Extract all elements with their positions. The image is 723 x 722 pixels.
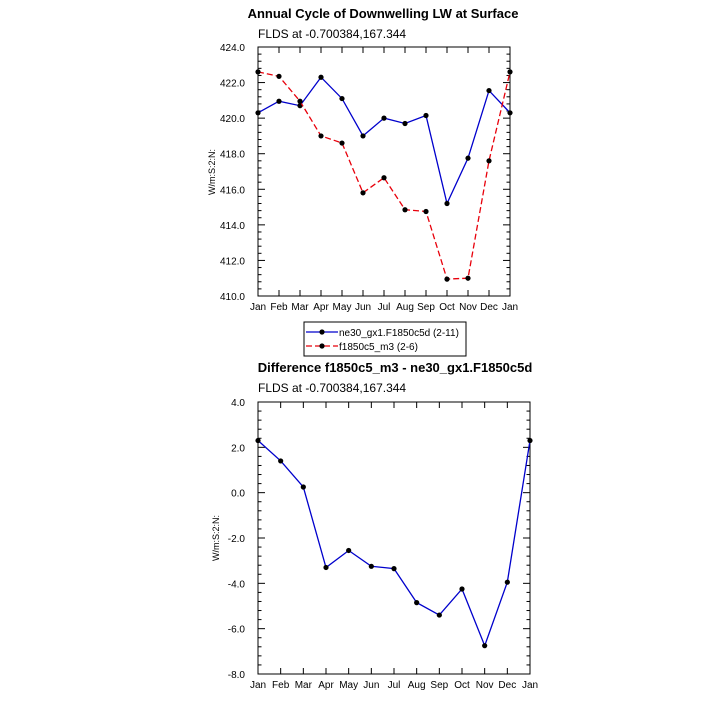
- chart-top-series-2-point: [486, 158, 491, 163]
- chart-top-legend: [304, 322, 466, 356]
- chart-bottom-series: [255, 438, 532, 648]
- chart-top-series-2-point: [255, 69, 260, 74]
- chart-bottom-series-1-point: [278, 458, 283, 463]
- chart-bottom-ticks: [228, 398, 538, 691]
- chart-top: [207, 6, 518, 356]
- chart-top-series-1-point: [339, 96, 344, 101]
- y-tick-label: 410.0: [219, 292, 245, 303]
- chart-bottom: [211, 360, 538, 691]
- x-tick-label: Mar: [291, 302, 309, 313]
- chart-top-series-2-point: [444, 277, 449, 282]
- x-tick-label: May: [332, 302, 352, 313]
- chart-top-series-2-point: [507, 69, 512, 74]
- x-tick-label: Jun: [363, 680, 380, 691]
- y-tick-label: -4.0: [227, 579, 245, 591]
- chart-bottom-title: Difference f1850c5_m3 - ne30_gx1.F1850c5d: [257, 360, 533, 375]
- y-tick-label: 4.0: [231, 398, 245, 409]
- chart-top-series-1-point: [381, 116, 386, 121]
- chart-bottom-series-1-point: [255, 438, 260, 443]
- x-tick-label: Jul: [387, 680, 401, 691]
- x-tick-label: Jan: [521, 680, 539, 691]
- y-tick-label: 418.0: [219, 149, 245, 161]
- chart-top-series-1-point: [255, 110, 260, 115]
- legend-marker-series-2: [319, 343, 324, 348]
- x-tick-label: May: [339, 680, 359, 691]
- x-tick-label: Dec: [498, 680, 517, 691]
- chart-bottom-series-1-point: [323, 565, 328, 570]
- y-tick-label: 2.0: [231, 443, 245, 455]
- chart-bottom-series-1-point: [369, 564, 374, 569]
- x-tick-label: Sep: [417, 302, 435, 313]
- chart-top-series-2-point: [318, 133, 323, 138]
- y-tick-label: 422.0: [219, 78, 245, 90]
- chart-top-title: Annual Cycle of Downwelling LW at Surface: [247, 6, 519, 21]
- chart-top-series-2-point: [297, 99, 302, 104]
- legend-label-series-1: ne30_gx1.F1850c5d (2-11): [339, 328, 459, 339]
- y-tick-label: 414.0: [219, 220, 245, 232]
- chart-bottom-series-1-point: [391, 566, 396, 571]
- chart-top-series: [255, 69, 512, 281]
- x-tick-label: Jun: [354, 302, 372, 313]
- chart-top-plot-frame: [258, 47, 510, 296]
- chart-top-series-1-point: [423, 113, 428, 118]
- chart-bottom-series-line-1: [258, 441, 530, 646]
- x-tick-label: Dec: [480, 302, 498, 313]
- x-tick-label: Jan: [249, 680, 267, 691]
- x-tick-label: Apr: [318, 680, 334, 691]
- chart-top-series-1-point: [486, 88, 491, 93]
- x-tick-label: Oct: [454, 680, 470, 691]
- y-tick-label: -2.0: [227, 534, 245, 545]
- chart-bottom-subtitle: FLDS at -0.700384,167.344: [258, 381, 407, 395]
- y-tick-label: 0.0: [231, 488, 245, 500]
- chart-bottom-series-1-point: [437, 612, 442, 617]
- chart-top-series-2-point: [402, 207, 407, 212]
- x-tick-label: Apr: [313, 302, 329, 313]
- chart-bottom-series-1-point: [301, 484, 306, 489]
- y-tick-label: -8.0: [227, 670, 245, 681]
- x-tick-label: Feb: [272, 680, 290, 691]
- y-tick-label: 424.0: [219, 43, 245, 54]
- y-tick-label: 412.0: [219, 256, 245, 268]
- chart-top-series-1-point: [444, 201, 449, 206]
- x-tick-label: Sep: [430, 680, 449, 691]
- chart-top-series-1-point: [465, 156, 470, 161]
- chart-top-series-1-point: [507, 110, 512, 115]
- x-tick-label: Jan: [501, 302, 519, 313]
- y-tick-label: 420.0: [219, 114, 245, 126]
- chart-bottom-series-1-point: [414, 600, 419, 605]
- chart-top-series-2-point: [381, 175, 386, 180]
- chart-bottom-series-1-point: [505, 580, 510, 585]
- x-tick-label: Jan: [249, 302, 267, 313]
- x-tick-label: Nov: [475, 680, 494, 691]
- chart-top-series-2-point: [360, 190, 365, 195]
- chart-bottom-series-1-point: [346, 548, 351, 553]
- chart-top-series-2-point: [276, 74, 281, 79]
- chart-top-series-1-point: [318, 75, 323, 80]
- legend-label-series-2: f1850c5_m3 (2-6): [339, 342, 418, 353]
- chart-top-series-1-point: [360, 133, 365, 138]
- y-tick-label: -6.0: [227, 624, 245, 636]
- chart-bottom-series-1-point: [459, 586, 464, 591]
- chart-bottom-series-1-point: [482, 643, 487, 648]
- x-tick-label: Aug: [407, 680, 426, 691]
- chart-top-series-1-point: [276, 99, 281, 104]
- x-tick-label: Jul: [377, 302, 391, 313]
- chart-top-ylabel: W/m:S:2:N:: [207, 148, 217, 196]
- chart-bottom-series-1-point: [527, 438, 532, 443]
- chart-top-series-2-point: [339, 140, 344, 145]
- chart-top-subtitle: FLDS at -0.700384,167.344: [258, 27, 407, 41]
- x-tick-label: Mar: [294, 680, 312, 691]
- x-tick-label: Feb: [270, 302, 288, 313]
- chart-bottom-ylabel: W/m:S:2:N:: [211, 514, 221, 562]
- x-tick-label: Nov: [459, 302, 477, 313]
- chart-top-series-2-point: [423, 209, 428, 214]
- chart-top-series-2-point: [465, 276, 470, 281]
- x-tick-label: Aug: [396, 302, 414, 313]
- chart-top-ticks: [220, 43, 518, 313]
- chart-top-series-1-point: [402, 121, 407, 126]
- x-tick-label: Oct: [439, 302, 455, 313]
- legend-marker-series-1: [319, 329, 324, 334]
- y-tick-label: 416.0: [219, 185, 245, 197]
